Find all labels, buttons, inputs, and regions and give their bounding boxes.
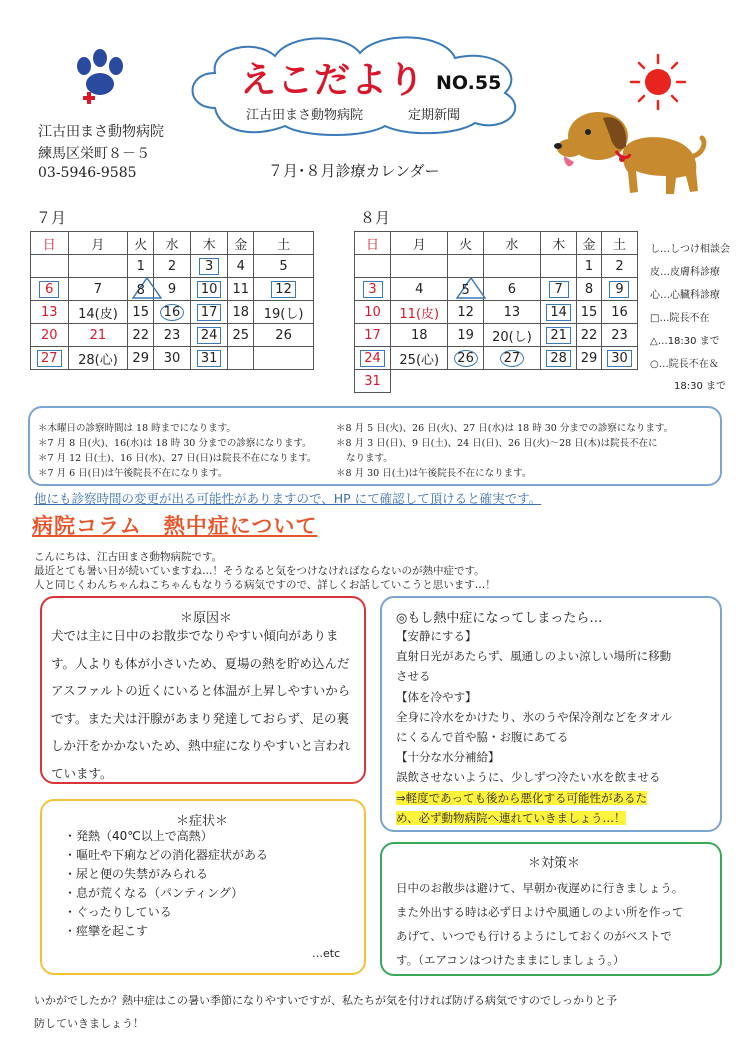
weekday-thu: 木 xyxy=(190,232,228,255)
day-cell: 28(心) xyxy=(68,347,128,370)
absent-marker: 24 xyxy=(360,350,385,367)
absent-marker: 14 xyxy=(546,304,571,321)
day-cell: 4 xyxy=(391,278,448,301)
empty-cell xyxy=(577,370,602,393)
legend-item: し…しつけ相談会 xyxy=(650,244,730,255)
first-aid-title: ◎もし熱中症になってしまったら… xyxy=(396,611,603,626)
closing-line: 防していきましょう！ xyxy=(34,1017,144,1030)
symptom-item: ・ぐったりしている xyxy=(64,905,172,919)
legend-item: 心…心臓科診療 xyxy=(650,290,720,301)
symptom-item: ・息が荒くなる（パンティング） xyxy=(64,886,244,900)
day-cell xyxy=(541,324,577,347)
note-line: ＊8 月 3 日(日)、9 日(土)、24 日(日)、26 日(火)～28 日(木)は院長不在に xyxy=(336,438,658,449)
absent-marker: 3 xyxy=(199,258,219,275)
day-cell xyxy=(601,278,637,301)
symptoms-list xyxy=(64,827,268,941)
day-cell: 23 xyxy=(154,324,191,347)
absent-marker: 24 xyxy=(197,327,222,344)
intro-line: 最近とても暑い日が続いていますね…！そうなると気をつけなければならないのが熱中症です。 xyxy=(34,565,485,577)
weekday-wed: 水 xyxy=(154,232,191,255)
day-cell: 9 xyxy=(154,278,191,301)
empty-cell xyxy=(391,370,448,393)
absent-marker: 17 xyxy=(197,304,222,321)
day-cell: 10 xyxy=(355,301,391,324)
late-marker xyxy=(137,281,145,298)
day-cell: 15 xyxy=(577,301,602,324)
july-label: ７月 xyxy=(36,209,67,227)
day-cell: 19(し) xyxy=(254,301,314,324)
day-cell xyxy=(31,347,69,370)
day-cell: 13 xyxy=(483,301,540,324)
day-cell xyxy=(31,278,69,301)
day-cell xyxy=(355,255,391,278)
first-aid-line: 【体を冷やす】 xyxy=(396,689,477,704)
day-cell: 14(皮) xyxy=(68,301,128,324)
day-cell xyxy=(190,324,228,347)
day-cell: 31 xyxy=(355,370,391,393)
day-cell xyxy=(68,255,128,278)
weekday-sat: 土 xyxy=(254,232,314,255)
day-cell: 1 xyxy=(128,255,154,278)
day-cell: 1 xyxy=(577,255,602,278)
day-cell xyxy=(541,301,577,324)
clinic-phone: 03-5946-9585 xyxy=(38,165,137,181)
day-cell: 18 xyxy=(391,324,448,347)
day-cell: 30 xyxy=(154,347,191,370)
day-cell xyxy=(483,347,540,370)
day-cell: 7 xyxy=(68,278,128,301)
cause-title: ＊原因＊ xyxy=(180,611,233,626)
note-line: ＊木曜日の診察時間は 18 時までになります。 xyxy=(38,423,236,434)
day-cell xyxy=(154,301,191,324)
hp-notice-link[interactable]: 他にも診察時間の変更が出る可能性がありますので、HP にて確認して頂けると確実です。 xyxy=(34,491,542,506)
legend-item: □…院長不在 xyxy=(650,313,710,324)
august-calendar xyxy=(354,231,638,393)
symptoms-title: ＊症状＊ xyxy=(176,814,229,829)
day-cell: 29 xyxy=(577,347,602,370)
symptom-item: ・嘔吐や下痢などの消化器症状がある xyxy=(64,848,269,862)
day-cell: 20(し) xyxy=(483,324,540,347)
prevention-line: す。（エアコンはつけたままにしましょう。） xyxy=(396,953,625,967)
day-cell xyxy=(448,278,483,301)
day-number: 5 xyxy=(461,282,470,298)
weekday-mon: 月 xyxy=(68,232,128,255)
day-cell: 17 xyxy=(355,324,391,347)
day-cell: 6 xyxy=(483,278,540,301)
absent-late-marker: 16 xyxy=(160,304,184,321)
day-cell xyxy=(541,347,577,370)
absent-marker: 27 xyxy=(37,350,62,367)
cause-line: です。また犬は汗腺があまり発達しておらず、足の裏 xyxy=(51,710,350,726)
cause-line: しか汗をかかないため、熱中症になりやすいと言われ xyxy=(51,738,351,753)
day-cell xyxy=(128,278,154,301)
legend-item: △…18:30 まで xyxy=(650,336,720,347)
first-aid-line: 直射日光があたらず、風通しのよい涼しい場所に移動 xyxy=(396,649,672,664)
weekday-sun: 日 xyxy=(31,232,69,255)
day-cell xyxy=(190,347,228,370)
note-line: なります。 xyxy=(346,453,393,464)
absent-marker: 10 xyxy=(197,281,222,298)
calendar-heading: ７月･８月診療カレンダー xyxy=(268,162,440,180)
day-cell: 16 xyxy=(601,301,637,324)
legend-item: 皮…皮膚科診療 xyxy=(650,267,720,278)
first-aid-line: させる xyxy=(396,669,431,684)
empty-cell xyxy=(601,370,637,393)
first-aid-line: 【十分な水分補給】 xyxy=(396,750,500,765)
day-cell: 11(皮) xyxy=(391,301,448,324)
weekday-fri: 金 xyxy=(228,232,254,255)
day-cell: 5 xyxy=(254,255,314,278)
day-cell xyxy=(541,255,577,278)
absent-marker: 7 xyxy=(549,281,569,298)
weekday-tue: 火 xyxy=(448,232,483,255)
cause-line: ています。 xyxy=(51,765,113,781)
day-cell xyxy=(483,255,540,278)
day-cell xyxy=(448,347,483,370)
empty-cell xyxy=(483,370,540,393)
symptom-item: ・尿と便の失禁がみられる xyxy=(64,867,209,881)
august-label: ８月 xyxy=(360,209,391,227)
absent-marker: 12 xyxy=(271,281,296,298)
clinic-name: 江古田まさ動物病院 xyxy=(38,124,164,140)
weekday-wed: 水 xyxy=(483,232,540,255)
day-cell: 22 xyxy=(577,324,602,347)
newsletter-label: 定期新聞 xyxy=(408,108,461,123)
absent-marker: 6 xyxy=(39,281,59,298)
symptom-item: ・痙攣を起こす xyxy=(64,924,149,938)
dog-illustration xyxy=(548,96,708,206)
note-line: ＊7 月 8 日(火)、16(水)は 18 時 30 分までの診察になります。 xyxy=(38,438,312,449)
first-aid-text xyxy=(396,626,672,828)
day-cell xyxy=(190,301,228,324)
note-line: ＊8 月 30 日(土)は午後院長不在になります。 xyxy=(336,468,532,479)
day-cell: 22 xyxy=(128,324,154,347)
cause-line: アスファルトの近くにいると体温が上昇しやすいから xyxy=(51,683,351,698)
day-cell: 2 xyxy=(601,255,637,278)
cause-line: 犬では主に日中のお散歩でなりやすい傾向がありま xyxy=(51,628,339,643)
first-aid-line: 【安静にする】 xyxy=(396,629,477,643)
paw-logo-icon xyxy=(70,48,130,108)
empty-cell xyxy=(541,370,577,393)
day-cell xyxy=(541,278,577,301)
day-cell xyxy=(190,278,228,301)
note-line: ＊7 月 12 日(土)、16 日(水)、27 日(日)は院長不在になります。 xyxy=(38,453,317,464)
day-cell: 21 xyxy=(68,324,128,347)
day-cell: 26 xyxy=(254,324,314,347)
weekday-tue: 火 xyxy=(128,232,154,255)
prevention-title: ＊対策＊ xyxy=(528,856,581,871)
clinic-address: 練馬区栄町８－５ xyxy=(38,146,150,162)
note-line: ＊8 月 5 日(火)、26 日(火)、27 日(水)は 18 時 30 分までの診察になります。 xyxy=(336,423,674,434)
legend-item: 18:30 まで xyxy=(674,381,726,392)
issue-number: NO.55 xyxy=(436,72,502,94)
day-cell: 20 xyxy=(31,324,69,347)
weekday-sat: 土 xyxy=(601,232,637,255)
day-cell: 19 xyxy=(448,324,483,347)
day-cell: 13 xyxy=(31,301,69,324)
first-aid-line: 誤飲させないように、少しずつ冷たい水を飲ませる xyxy=(396,770,661,785)
closing-line: いかがでしたか？熱中症はこの暑い季節になりやすいですが、私たちが気を付ければ防げる病気ですのでしっかりと予 xyxy=(34,994,617,1007)
symptoms-etc: …etc xyxy=(312,947,341,960)
absent-late-marker: 26 xyxy=(454,350,478,367)
empty-cell xyxy=(448,370,483,393)
day-cell: 8 xyxy=(577,278,602,301)
day-cell: 15 xyxy=(128,301,154,324)
first-aid-line: にくるんで首や脇・お腹にあてる xyxy=(396,730,569,745)
first-aid-highlight: ⇒軽度であっても後から悪化する可能性があるた xyxy=(396,790,648,805)
prevention-line: あげて、いつでも行けるようにしておくのがベストで xyxy=(396,929,672,943)
july-calendar xyxy=(30,231,314,370)
cause-line: す。人よりも体が小さいため、夏場の熱を貯め込んだ xyxy=(51,655,350,671)
absent-marker: 30 xyxy=(607,350,632,367)
header-clinic-name: 江古田まさ動物病院 xyxy=(246,108,364,123)
first-aid-line: 全身に冷水をかけたり、氷のうや保冷剤などをタオル xyxy=(396,709,672,724)
day-cell xyxy=(355,347,391,370)
absent-marker: 3 xyxy=(363,281,383,298)
day-cell: 25(心) xyxy=(391,347,448,370)
prevention-line: また外出する時は必ず日よけや風通しのよい所を作って xyxy=(396,905,684,919)
day-cell: 2 xyxy=(154,255,191,278)
day-cell xyxy=(254,347,314,370)
absent-marker: 9 xyxy=(609,281,629,298)
day-cell xyxy=(391,255,448,278)
late-marker xyxy=(461,281,469,298)
day-cell: 29 xyxy=(128,347,154,370)
newsletter-title: えこだより xyxy=(240,60,426,101)
day-cell xyxy=(190,255,228,278)
prevention-text xyxy=(396,876,684,972)
absent-marker: 31 xyxy=(197,350,222,367)
day-cell xyxy=(254,278,314,301)
day-cell: 18 xyxy=(228,301,254,324)
symptom-item: ・発熱（40℃以上で高熱） xyxy=(64,829,213,843)
day-cell xyxy=(448,255,483,278)
column-title: 病院コラム 熱中症について xyxy=(32,514,318,538)
intro-line: こんにちは、江古田まさ動物病院です。 xyxy=(34,551,223,563)
note-line: ＊7 月 6 日(日)は午後院長不在になります。 xyxy=(38,468,228,479)
intro-line: 人と同じくわんちゃんねこちゃんもなりうる病気ですので、詳しくお話していこうと思います…！ xyxy=(34,579,496,591)
weekday-sun: 日 xyxy=(355,232,391,255)
day-cell: 25 xyxy=(228,324,254,347)
day-cell xyxy=(601,347,637,370)
day-cell xyxy=(228,347,254,370)
day-cell: 4 xyxy=(228,255,254,278)
first-aid-highlight: め、必ず動物病院へ連れていきましょう…！ xyxy=(396,810,626,825)
day-cell: 23 xyxy=(601,324,637,347)
absent-late-marker: 27 xyxy=(500,350,524,367)
day-cell xyxy=(355,278,391,301)
weekday-thu: 木 xyxy=(541,232,577,255)
day-cell: 12 xyxy=(448,301,483,324)
day-number: 8 xyxy=(136,282,145,298)
day-cell xyxy=(31,255,69,278)
prevention-line: 日中のお散歩は避けて、早朝か夜遅めに行きましょう。 xyxy=(396,881,684,895)
weekday-mon: 月 xyxy=(391,232,448,255)
absent-marker: 21 xyxy=(546,327,571,344)
day-cell: 11 xyxy=(228,278,254,301)
legend-item: ○…院長不在＆ xyxy=(650,359,719,370)
cause-text xyxy=(51,622,351,787)
weekday-fri: 金 xyxy=(577,232,602,255)
absent-marker: 28 xyxy=(546,350,571,367)
